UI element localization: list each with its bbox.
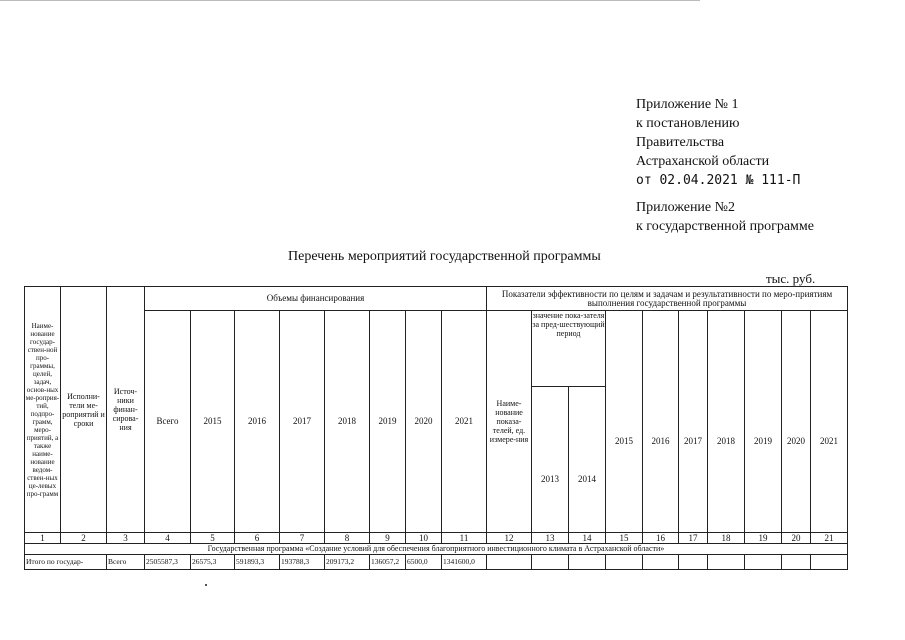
column-number: 9 — [370, 533, 406, 544]
column-number: 6 — [235, 533, 280, 544]
header-sources: Источ-ники финан-сирова-ния — [107, 287, 145, 533]
column-number: 5 — [191, 533, 235, 544]
appendix-1-block — [636, 95, 800, 190]
header-ind-2016: 2016 — [643, 311, 679, 533]
column-number: 17 — [679, 533, 708, 544]
total-row-value: 6500,0 — [406, 555, 442, 570]
appendix-2-line: Приложение №2 — [636, 200, 735, 215]
total-row-value: 209173,2 — [325, 555, 370, 570]
measures-table — [24, 286, 848, 570]
header-program-name: Наиме-нование государ-ствен-ной про-граммы, целей, задач, основ-ных ме-роприя-тий, подпро-грамм, меро-приятий, а также наиме-нование ведом-ствен-ных це-левых про-грамм — [25, 287, 61, 533]
empty-cell — [569, 555, 606, 570]
column-number: 21 — [811, 533, 848, 544]
header-ind-2019: 2019 — [745, 311, 782, 533]
header-year-2015: 2015 — [191, 311, 235, 533]
table-row — [25, 555, 848, 570]
header-prev-2014: 2014 — [569, 387, 606, 533]
column-number: 7 — [280, 533, 325, 544]
column-number-row — [25, 533, 848, 544]
header-total: Всего — [145, 311, 191, 533]
header-year-2019: 2019 — [370, 311, 406, 533]
empty-cell — [679, 555, 708, 570]
page-top-edge — [0, 0, 700, 1]
column-number: 15 — [606, 533, 643, 544]
header-executors: Исполни-тели ме-роприятий и сроки — [61, 287, 107, 533]
column-number: 8 — [325, 533, 370, 544]
column-number: 13 — [532, 533, 569, 544]
column-number: 19 — [745, 533, 782, 544]
header-indicators-group: Показатели эффективности по целям и задачам и результативности по меро-приятиям выполнения государственной программы — [487, 287, 848, 311]
header-year-2018: 2018 — [325, 311, 370, 533]
column-number: 18 — [708, 533, 745, 544]
empty-cell — [811, 555, 848, 570]
appendix-1-line: к постановлению — [636, 116, 740, 131]
header-year-2020: 2020 — [406, 311, 442, 533]
empty-cell — [606, 555, 643, 570]
column-number: 10 — [406, 533, 442, 544]
column-number: 1 — [25, 533, 61, 544]
header-year-2017: 2017 — [280, 311, 325, 533]
column-number: 11 — [442, 533, 487, 544]
empty-cell — [782, 555, 811, 570]
total-row-value: 136057,2 — [370, 555, 406, 570]
header-year-2016: 2016 — [235, 311, 280, 533]
document-title: Перечень мероприятий государственной программы — [288, 249, 601, 264]
column-number: 4 — [145, 533, 191, 544]
column-number: 2 — [61, 533, 107, 544]
empty-cell — [487, 555, 532, 570]
empty-cell — [532, 555, 569, 570]
appendix-1-line: Правительства — [636, 135, 725, 150]
header-ind-2015: 2015 — [606, 311, 643, 533]
header-ind-2017: 2017 — [679, 311, 708, 533]
total-row-value: 2505587,3 — [145, 555, 191, 570]
empty-cell — [708, 555, 745, 570]
appendix-1-line: Приложение № 1 — [636, 97, 739, 112]
header-year-2021: 2021 — [442, 311, 487, 533]
empty-cell — [643, 555, 679, 570]
header-ind-2020: 2020 — [782, 311, 811, 533]
total-row-value: 1341600,0 — [442, 555, 487, 570]
program-title-row — [25, 544, 848, 555]
appendix-2-line: к государственной программе — [636, 219, 814, 234]
appendix-1-date-line: от 02.04.2021 № 111-П — [636, 173, 801, 188]
header-ind-2021: 2021 — [811, 311, 848, 533]
total-row-value: 193788,3 — [280, 555, 325, 570]
program-title: Государственная программа «Создание условий для обеспечения благоприятного инвестиционного климата в Астраханской области» — [25, 544, 848, 555]
total-row-value: 26575,3 — [191, 555, 235, 570]
total-row-label: Итого по государ- — [25, 555, 107, 570]
unit-label: тыс. руб. — [766, 271, 816, 286]
column-number: 14 — [569, 533, 606, 544]
appendix-2-block — [636, 198, 814, 236]
column-number: 12 — [487, 533, 532, 544]
scan-speck — [205, 584, 207, 586]
total-row-value: 591893,3 — [235, 555, 280, 570]
column-number: 16 — [643, 533, 679, 544]
header-prev-period: значение пока-зателя за пред-шествующий период — [532, 311, 606, 387]
header-ind-2018: 2018 — [708, 311, 745, 533]
empty-cell — [745, 555, 782, 570]
header-prev-2013: 2013 — [532, 387, 569, 533]
column-number: 20 — [782, 533, 811, 544]
appendix-1-line: Астраханской области — [636, 154, 770, 169]
header-funding-group: Объемы финансирования — [145, 287, 487, 311]
total-row-source: Всего — [107, 555, 145, 570]
header-indicator-name: Наиме-нование показа-телей, ед. измере-ния — [487, 311, 532, 533]
column-number: 3 — [107, 533, 145, 544]
